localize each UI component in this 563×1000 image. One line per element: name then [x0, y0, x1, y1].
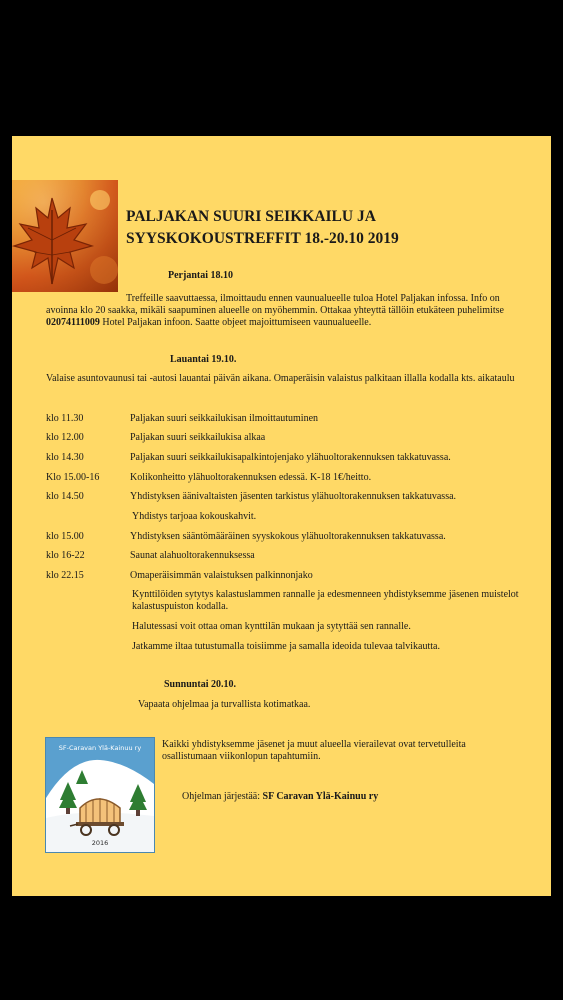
- schedule-time: klo 11.30: [46, 413, 84, 424]
- candle-note-1a: Kynttilöiden sytytys kalastuslammen rannalle ja edesmenneen yhdistyksemme jäsenen muistelot: [132, 589, 519, 600]
- schedule-time: klo 16-22: [46, 550, 85, 561]
- sunday-text: Vapaata ohjelmaa ja turvallista kotimatkaa.: [138, 699, 311, 710]
- schedule-text: Paljakan suuri seikkailukisapalkintojenjako ylähuoltorakennuksen takkatuvassa.: [130, 452, 451, 463]
- friday-text-2: avoinna klo 20 saakka, mikäli saapuminen alueelle on myöhemmin. Ottakaa yhteyttä tällöin etukäteen puhelimitse: [46, 305, 504, 316]
- logo-year: 2016: [91, 839, 109, 847]
- phone-number: 02074111009: [46, 317, 100, 328]
- schedule-text: Yhdistys tarjoaa kokouskahvit.: [132, 511, 257, 522]
- welcome-line-1: Kaikki yhdistyksemme jäsenet ja muut alueella vierailevat ovat tervetulleita: [162, 739, 466, 750]
- schedule-time: klo 15.00: [46, 531, 84, 542]
- schedule-text: Saunat alahuoltorakennuksessa: [130, 550, 255, 561]
- evening-note: Jatkamme iltaa tutustumalla toisiimme ja samalla ideoida tulevaa talvikautta.: [132, 641, 440, 652]
- title-line-2: SYYSKOKOUSTREFFIT 18.-20.10 2019: [126, 230, 399, 247]
- friday-text-1: Treffeille saavuttaessa, ilmoittaudu ennen vaunualueelle tuloa Hotel Paljakan infossa. Info on: [126, 293, 500, 304]
- friday-text-3: [46, 317, 546, 329]
- autumn-leaf-image: [12, 180, 118, 292]
- club-logo: [45, 737, 155, 853]
- caravan-logo-icon: [46, 738, 154, 852]
- schedule-time: klo 14.50: [46, 491, 84, 502]
- saturday-heading: Lauantai 19.10.: [170, 354, 237, 365]
- organizer-prefix: Ohjelman järjestää:: [182, 791, 263, 802]
- schedule-text: Yhdistyksen sääntömääräinen syyskokous ylähuoltorakennuksen takkatuvassa.: [130, 531, 446, 542]
- schedule-text: Paljakan suuri seikkailukisa alkaa: [130, 432, 266, 443]
- schedule-text: Yhdistyksen äänivaltaisten jäsenten tarkistus ylähuoltorakennuksen takkatuvassa.: [130, 491, 457, 502]
- organizer: [182, 791, 542, 803]
- title-line-1: PALJAKAN SUURI SEIKKAILU JA: [126, 208, 376, 225]
- friday-heading: Perjantai 18.10: [168, 270, 233, 281]
- logo-top-text: SF-Caravan Ylä-Kainuu ry: [58, 744, 142, 752]
- candle-note-1b: kalastuspuiston kodalla.: [132, 601, 229, 612]
- sunday-heading: Sunnuntai 20.10.: [164, 679, 236, 690]
- schedule-text: Paljakan suuri seikkailukisan ilmoittautuminen: [130, 413, 319, 424]
- schedule-time: Klo 15.00-16: [46, 472, 100, 483]
- saturday-intro: Valaise asuntovaunusi tai -autosi lauantai päivän aikana. Omaperäisin valaistus palkitaan illalla kodalla kts. aikataulu: [46, 373, 515, 384]
- friday-text-3-rest: Hotel Paljakan infoon. Saatte objeet majoittumiseen vaunualueelle.: [99, 317, 372, 328]
- schedule-text: Kolikonheitto ylähuoltorakennuksen edessä. K-18 1€/heitto.: [130, 472, 372, 483]
- candle-note-2: Halutessasi voit ottaa oman kynttilän mukaan ja sytyttää sen rannalle.: [132, 621, 411, 632]
- schedule-time: klo 22.15: [46, 570, 84, 581]
- schedule-time: klo 12.00: [46, 432, 84, 443]
- schedule-text: Omaperäisimmän valaistuksen palkinnonjako: [130, 570, 313, 581]
- page-title: [126, 206, 426, 250]
- welcome-line-2: osallistumaan viikonlopun tapahtumiin.: [162, 751, 321, 762]
- organizer-name: SF Caravan Ylä-Kainuu ry: [262, 791, 379, 802]
- maple-leaf-icon: [12, 180, 118, 292]
- document-page: [12, 136, 551, 896]
- schedule-time: klo 14.30: [46, 452, 84, 463]
